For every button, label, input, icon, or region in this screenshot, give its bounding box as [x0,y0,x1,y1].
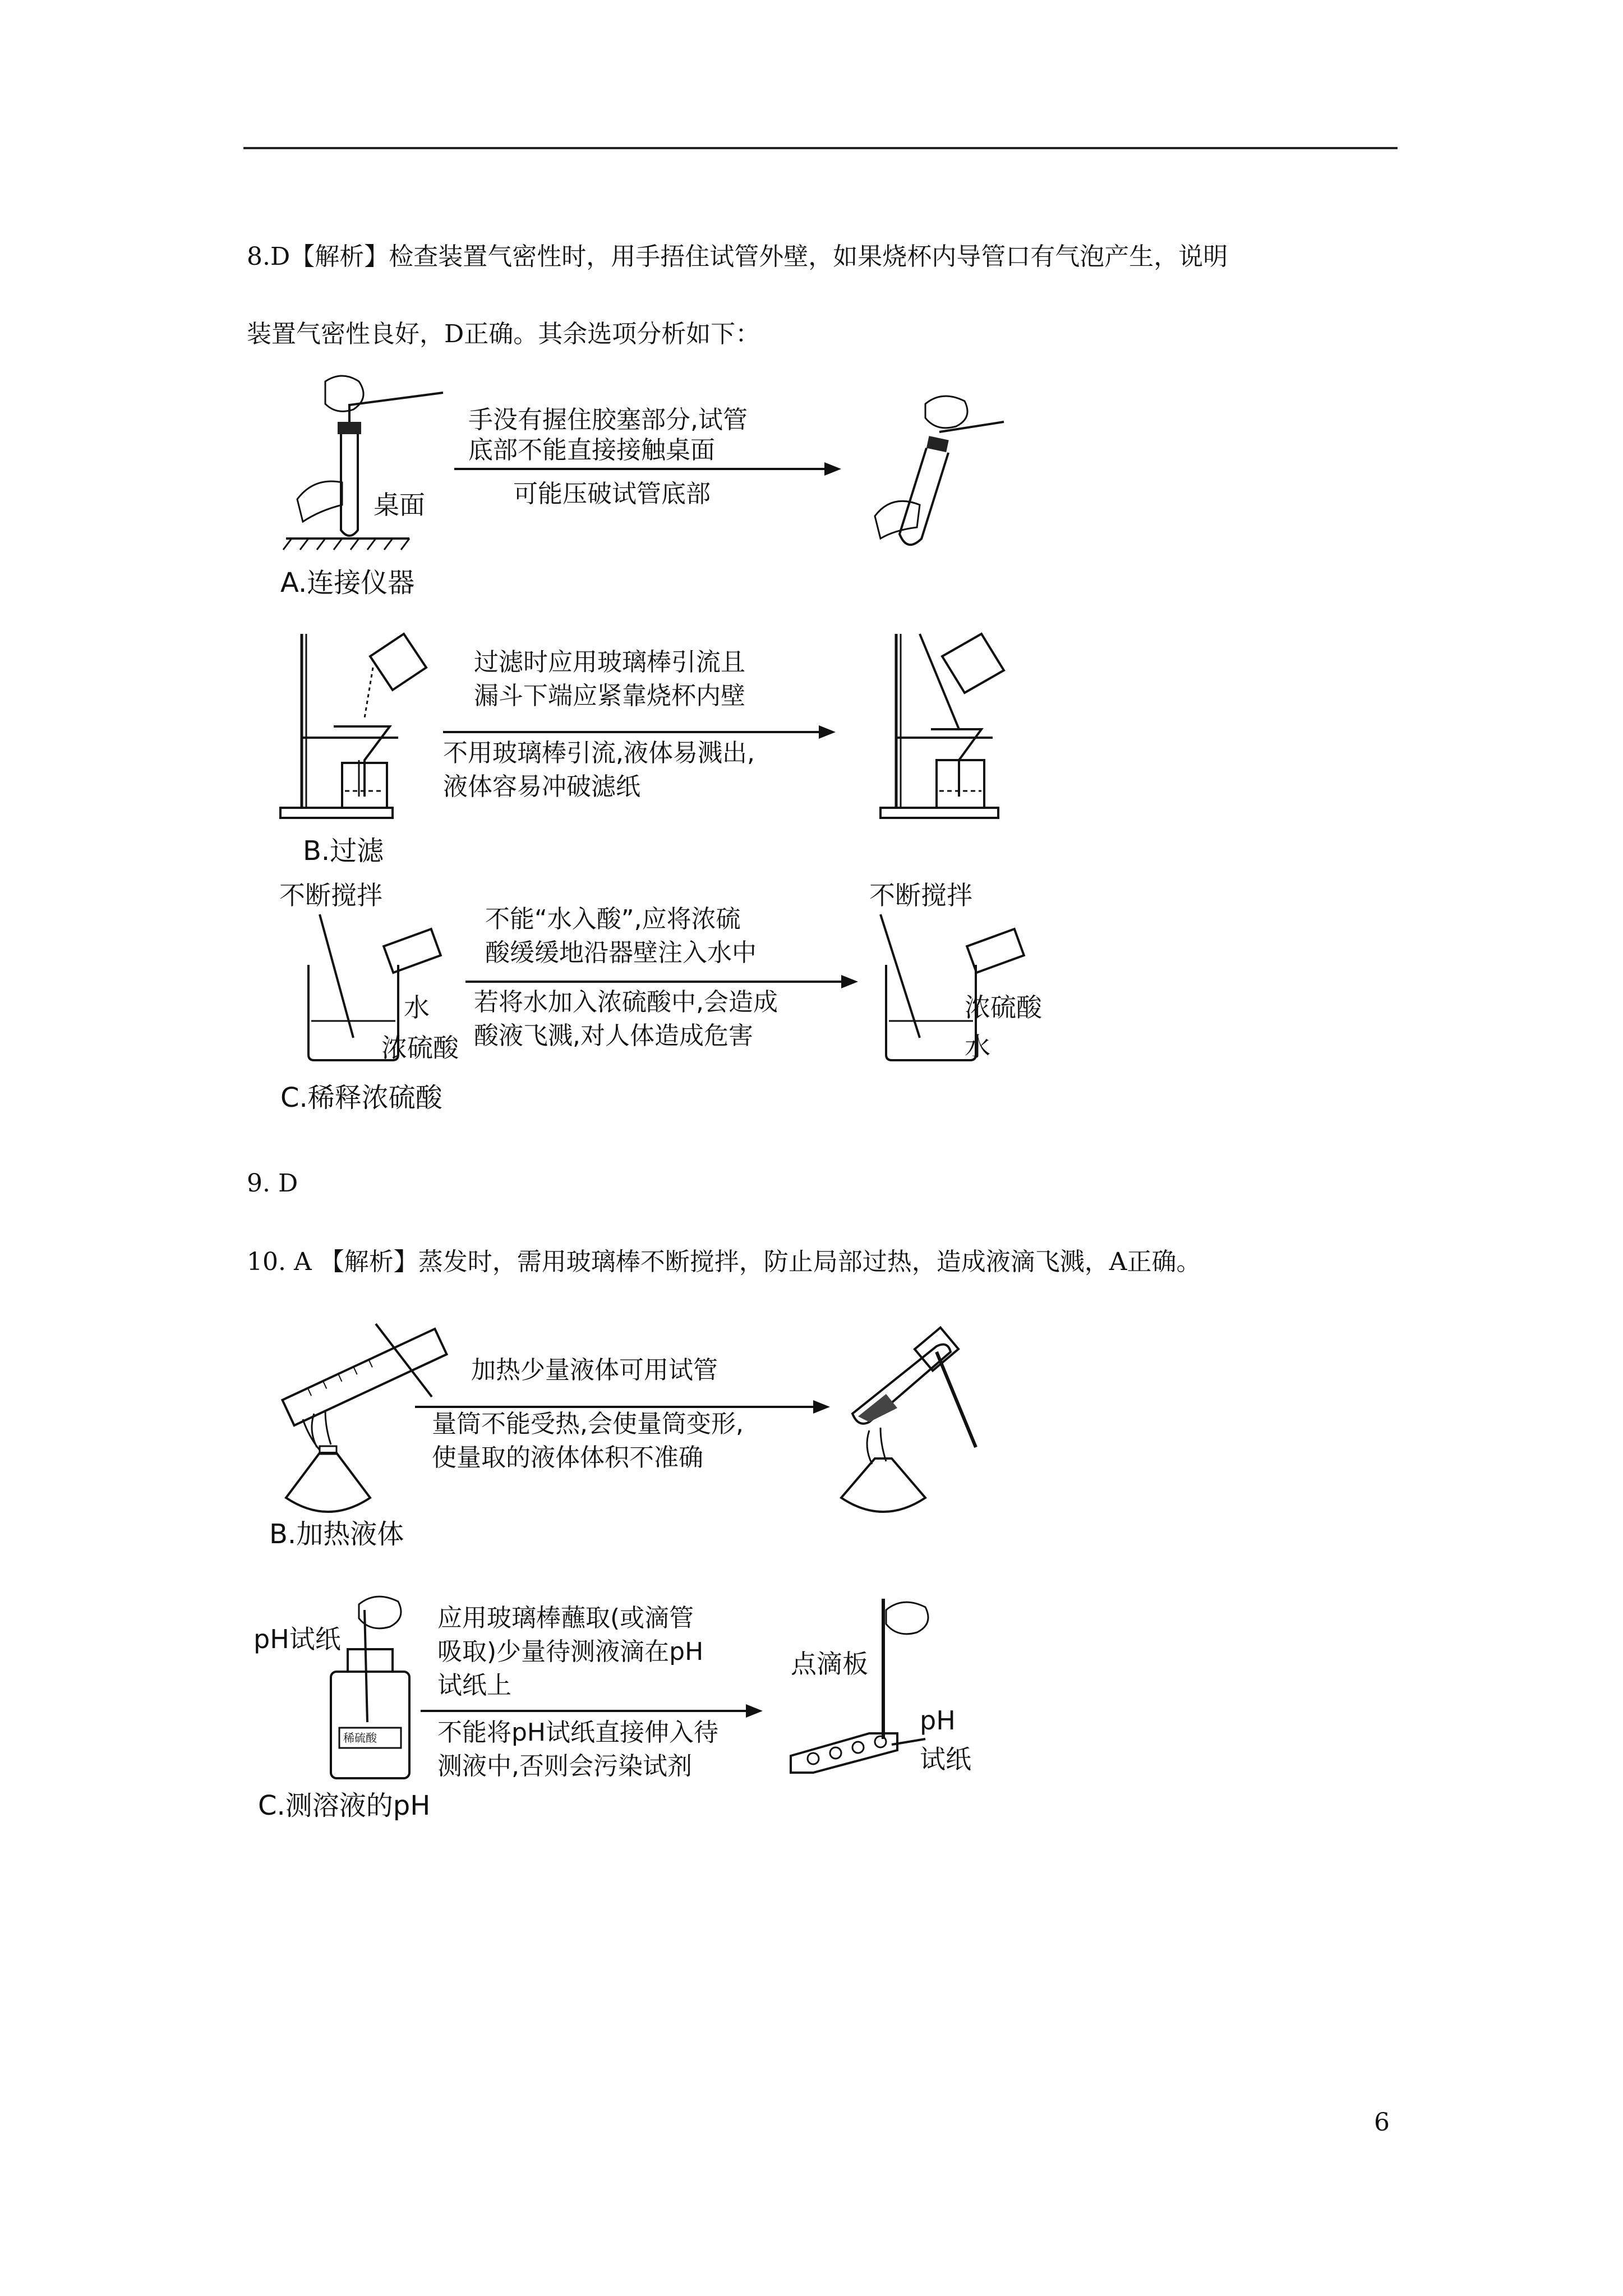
page-number: 6 [1374,2108,1390,2137]
figa-note-bottom: 可能压破试管底部 [513,480,711,508]
spot-plate-label: 点滴板 [791,1649,868,1679]
bottle-label: 稀硫酸 [343,1731,377,1745]
figc-note-top-1: 不能“水入酸”,应将浓硫 [485,905,741,933]
fig10c-note-top-2: 吸取)少量待测液滴在pH [437,1637,704,1666]
fig10c-caption: C.测溶液的pH [258,1790,431,1821]
header-rule [243,147,1398,149]
ph-paper-label-right-2: 试纸 [920,1744,971,1774]
fig10b-note-bottom-1: 量筒不能受热,会使量筒变形, [432,1410,744,1438]
figure-8a-connect-apparatus [275,370,1071,611]
figc-note-top-2: 酸缓缓地沿器壁注入水中 [485,938,757,967]
figb-caption: B.过滤 [303,835,384,867]
fig10b-note-bottom-2: 使量取的液体体积不准确 [432,1443,703,1472]
figure-8b-filtration [275,623,1071,869]
figure-10b-heating-liquid [264,1301,1038,1559]
acid-label-right: 浓硫酸 [965,992,1042,1023]
table-label: 桌面 [374,490,425,520]
figc-note-bottom-2: 酸液飞溅,对人体造成危害 [474,1022,753,1050]
q9-answer: 9. D [247,1169,298,1198]
fig10c-note-top-1: 应用玻璃棒蘸取(或滴管 [437,1604,694,1632]
figa-caption: A.连接仪器 [280,567,415,599]
figb-note-top-2: 漏斗下端应紧靠烧杯内壁 [474,682,745,710]
acid-label-left: 浓硫酸 [381,1033,459,1063]
ph-paper-label-right-1: pH [920,1705,956,1736]
figb-note-bottom-2: 液体容易冲破滤纸 [443,772,640,801]
ph-paper-label-left: pH试纸 [253,1624,341,1654]
q8-line-2: 装置气密性良好，D正确。其余选项分析如下： [247,320,760,348]
figure-10c-measure-ph [252,1588,981,1823]
q10-line: 10. A 【解析】蒸发时，需用玻璃棒不断搅拌，防止局部过热，造成液滴飞溅，A正确。 [247,1248,1201,1276]
figc-note-bottom-1: 若将水加入浓硫酸中,会造成 [474,988,778,1016]
figb-note-bottom-1: 不用玻璃棒引流,液体易溅出, [443,739,755,767]
stir-label-right: 不断搅拌 [869,880,972,910]
stir-label-left: 不断搅拌 [279,880,382,910]
figa-note-top-1: 手没有握住胶塞部分,试管 [468,406,748,434]
fig10c-note-top-3: 试纸上 [437,1671,511,1700]
fig10c-note-bottom-2: 测液中,否则会污染试剂 [437,1752,692,1780]
water-label-left: 水 [404,992,430,1023]
figc-caption: C.稀释浓硫酸 [280,1082,442,1114]
figb-note-top-1: 过滤时应用玻璃棒引流且 [474,648,745,677]
figa-note-top-2: 底部不能直接接触桌面 [468,436,715,464]
figure-8c-dilute-acid [275,875,1071,1122]
q8-line-1: 8.D【解析】检查装置气密性时，用手捂住试管外壁，如果烧杯内导管口有气泡产生，说明 [247,242,1228,271]
fig10b-caption: B.加热液体 [269,1519,404,1550]
fig10c-note-bottom-1: 不能将pH试纸直接伸入待 [437,1718,719,1747]
fig10b-note-top: 加热少量液体可用试管 [471,1356,718,1384]
water-label-right: 水 [965,1032,990,1062]
